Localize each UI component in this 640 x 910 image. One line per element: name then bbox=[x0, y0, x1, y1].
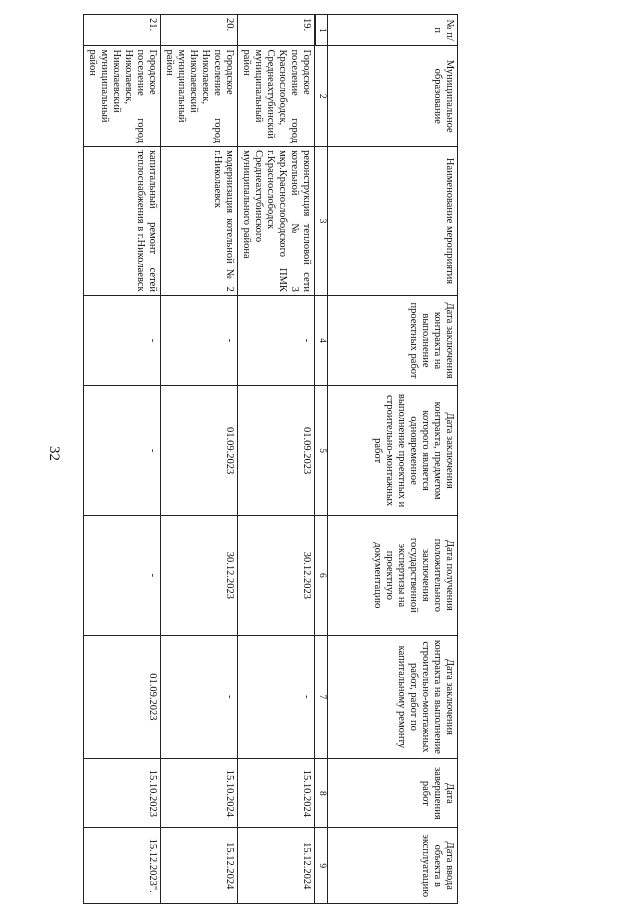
expertise-date: - bbox=[84, 516, 161, 636]
column-number: 8 bbox=[315, 759, 328, 828]
column-number: 9 bbox=[315, 828, 328, 904]
column-number: 6 bbox=[315, 516, 328, 636]
construction-contract-date: - bbox=[238, 635, 315, 759]
municipality-cell: Городское поселение город Николаевск, Николаевский муниципальный район bbox=[161, 46, 238, 147]
row-number: 19. bbox=[238, 15, 315, 46]
expertise-date: 30.12.2023 bbox=[238, 516, 315, 636]
header-cell: № п/п bbox=[328, 15, 458, 46]
schedule-table bbox=[84, 14, 459, 904]
column-number: 5 bbox=[315, 386, 328, 516]
commissioning-date: 15.12.2024 bbox=[161, 828, 238, 904]
header-cell: Дата ввода объекта в эксплуатацию bbox=[328, 828, 458, 904]
column-number-row bbox=[315, 15, 328, 904]
table-row bbox=[161, 15, 238, 904]
combined-contract-date: 01.09.2023 bbox=[238, 386, 315, 516]
column-number: 1 bbox=[315, 15, 328, 46]
header-cell: Дата получения положительного заключения государственной экспертизы на проектную документацию bbox=[328, 516, 458, 636]
header-row bbox=[328, 15, 458, 904]
commissioning-date: 15.12.2024 bbox=[238, 828, 315, 904]
row-number: 20. bbox=[161, 15, 238, 46]
header-cell: Дата заключения контракта, предметом которого является одновременное выполнение проектных и строительно-монтажных работ bbox=[328, 386, 458, 516]
table-row bbox=[238, 15, 315, 904]
table-row bbox=[84, 15, 161, 904]
completion-date: 15.10.2024 bbox=[238, 759, 315, 828]
row-number: 21. bbox=[84, 15, 161, 46]
column-number: 7 bbox=[315, 635, 328, 759]
combined-contract-date: 01.09.2023 bbox=[161, 386, 238, 516]
design-contract-date: - bbox=[84, 295, 161, 385]
header-cell: Муниципальное образование bbox=[328, 46, 458, 147]
column-number: 4 bbox=[315, 295, 328, 385]
measure-name-cell: реконструкция тепловой сети котельной № 3 мкр.Краснослободского ПМК г.Краснослободск Среднеахтубинского муниципального района bbox=[238, 147, 315, 296]
design-contract-date: - bbox=[161, 295, 238, 385]
measure-name-cell: капитальный ремонт сетей теплоснабжения в г.Николаевск bbox=[84, 147, 161, 296]
page-number: 32 bbox=[46, 446, 62, 461]
completion-date: 15.10.2023 bbox=[84, 759, 161, 828]
measure-name-cell: модернизация котельной № 2 г.Николаевск bbox=[161, 147, 238, 296]
construction-contract-date: 01.09.2023 bbox=[84, 635, 161, 759]
header-cell: Дата завершения работ bbox=[328, 759, 458, 828]
rotated-table-container bbox=[88, 14, 458, 904]
header-cell: Дата заключения контракта на выполнение строительно-монтажных работ, работ по капитальному ремонту bbox=[328, 635, 458, 759]
municipality-cell: Городское поселение город Краснослободск, Среднеахтубинский муниципальный район bbox=[238, 46, 315, 147]
column-number: 3 bbox=[315, 147, 328, 296]
combined-contract-date: - bbox=[84, 386, 161, 516]
header-cell: Наименование мероприятия bbox=[328, 147, 458, 296]
construction-contract-date: - bbox=[161, 635, 238, 759]
header-cell: Дата заключения контракта на выполнение проектных работ bbox=[328, 295, 458, 385]
completion-date: 15.10.2024 bbox=[161, 759, 238, 828]
design-contract-date: - bbox=[238, 295, 315, 385]
column-number: 2 bbox=[315, 46, 328, 147]
expertise-date: 30.12.2023 bbox=[161, 516, 238, 636]
municipality-cell: Городское поселение город Николаевск, Николаевский муниципальный район bbox=[84, 46, 161, 147]
commissioning-date: 15.12.2023". bbox=[84, 828, 161, 904]
